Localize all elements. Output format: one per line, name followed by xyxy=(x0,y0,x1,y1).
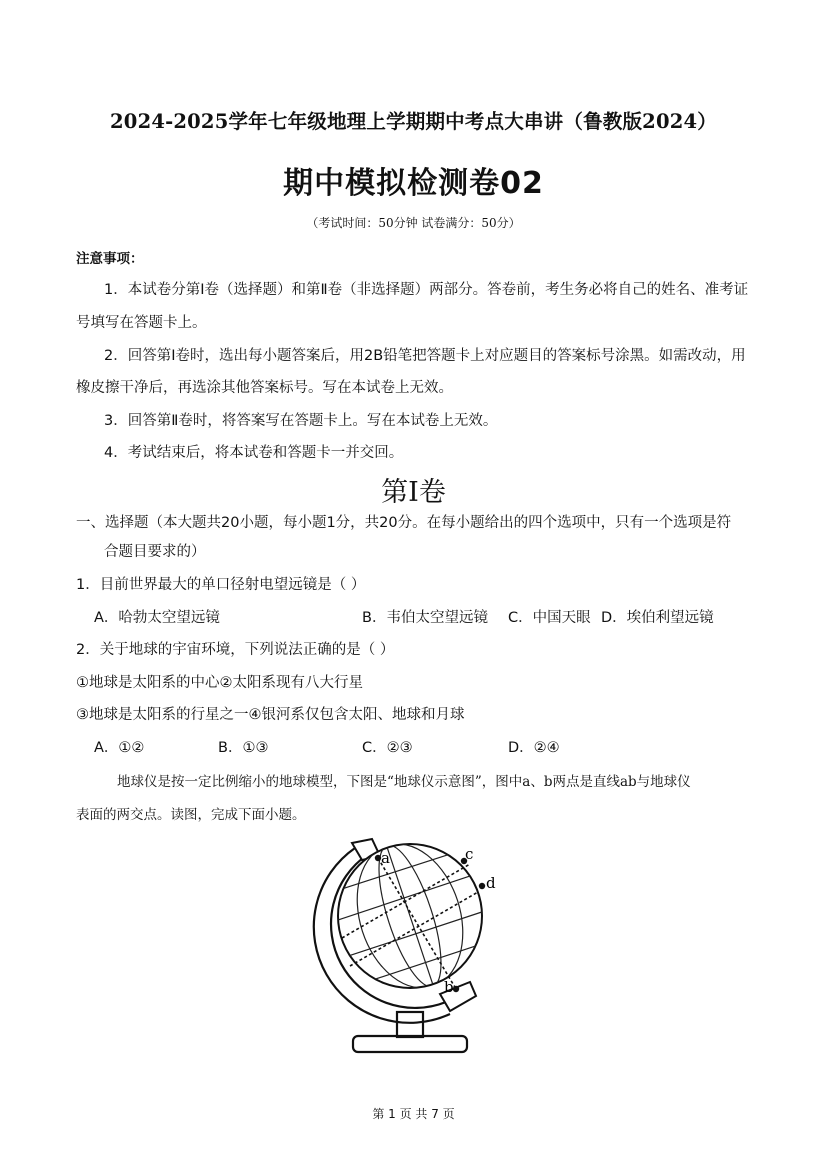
exam-time-info: （考试时间：50分钟 试卷满分：50分） xyxy=(306,216,521,230)
question-2-statements-2: ③地球是太阳系的行星之一④银河系仅包含太阳、地球和月球 xyxy=(76,707,465,723)
question-1-option-b: B．韦伯太空望远镜 xyxy=(362,610,488,626)
question-2-stem: 2．关于地球的宇宙环境，下列说法正确的是（ ） xyxy=(76,642,395,658)
reading-passage-cont: 表面的两交点。读图，完成下面小题。 xyxy=(76,807,306,823)
part-instructions-cont: 合题目要求的） xyxy=(104,544,206,560)
point-d xyxy=(479,883,485,889)
question-1-option-c: C．中国天眼 xyxy=(508,610,591,626)
question-1-option-a: A．哈勃太空望远镜 xyxy=(94,610,220,626)
page-footer: 第 1 页 共 7 页 xyxy=(372,1107,455,1121)
note-item-3: 3．回答第Ⅱ卷时，将答案写在答题卡上。写在本试卷上无效。 xyxy=(104,413,498,429)
question-2-option-c: C．②③ xyxy=(362,740,413,756)
question-1-stem: 1．目前世界最大的单口径射电望远镜是（ ） xyxy=(76,577,366,593)
question-2-statements-1: ①地球是太阳系的中心②太阳系现有八大行星 xyxy=(76,675,363,691)
label-a: a xyxy=(381,849,390,867)
question-2-option-b: B．①③ xyxy=(218,740,269,756)
exam-series-header: 2024-2025学年七年级地理上学期期中考点大串讲（鲁教版2024） xyxy=(110,110,717,133)
question-2-option-d: D．②④ xyxy=(508,740,560,756)
note-item-2-cont: 橡皮擦干净后，再选涂其他答案标号。写在本试卷上无效。 xyxy=(76,380,453,396)
part-instructions: 一、选择题（本大题共20小题，每小题1分，共20分。在每小题给出的四个选项中，只有一个选项是符 xyxy=(76,515,732,531)
section-title: 第Ⅰ卷 xyxy=(381,477,446,508)
note-item-4: 4．考试结束后，将本试卷和答题卡一并交回。 xyxy=(104,445,404,461)
reading-passage: 地球仪是按一定比例缩小的地球模型，下图是“地球仪示意图”，图中a、b两点是直线ab与地球仪 xyxy=(117,774,691,790)
globe-figure xyxy=(310,836,510,1060)
note-item-1: 1．本试卷分第Ⅰ卷（选择题）和第Ⅱ卷（非选择题）两部分。答卷前，考生务必将自己的姓名、准考证 xyxy=(104,282,749,298)
label-b: b xyxy=(444,978,454,996)
notes-heading: 注意事项： xyxy=(76,251,144,267)
globe-stand-post xyxy=(397,1012,423,1037)
question-1-option-d: D．埃伯利望远镜 xyxy=(601,610,714,626)
label-d: d xyxy=(486,874,496,892)
globe-base xyxy=(353,1036,467,1052)
point-b xyxy=(453,986,459,992)
question-2-option-a: A．①② xyxy=(94,740,145,756)
page-title: 期中模拟检测卷02 xyxy=(283,166,544,201)
note-item-2: 2．回答第Ⅰ卷时，选出每小题答案后，用2B铅笔把答题卡上对应题目的答案标号涂黑。如需改动，用 xyxy=(104,348,746,364)
label-c: c xyxy=(465,845,474,863)
note-item-1-cont: 号填写在答题卡上。 xyxy=(76,315,207,331)
